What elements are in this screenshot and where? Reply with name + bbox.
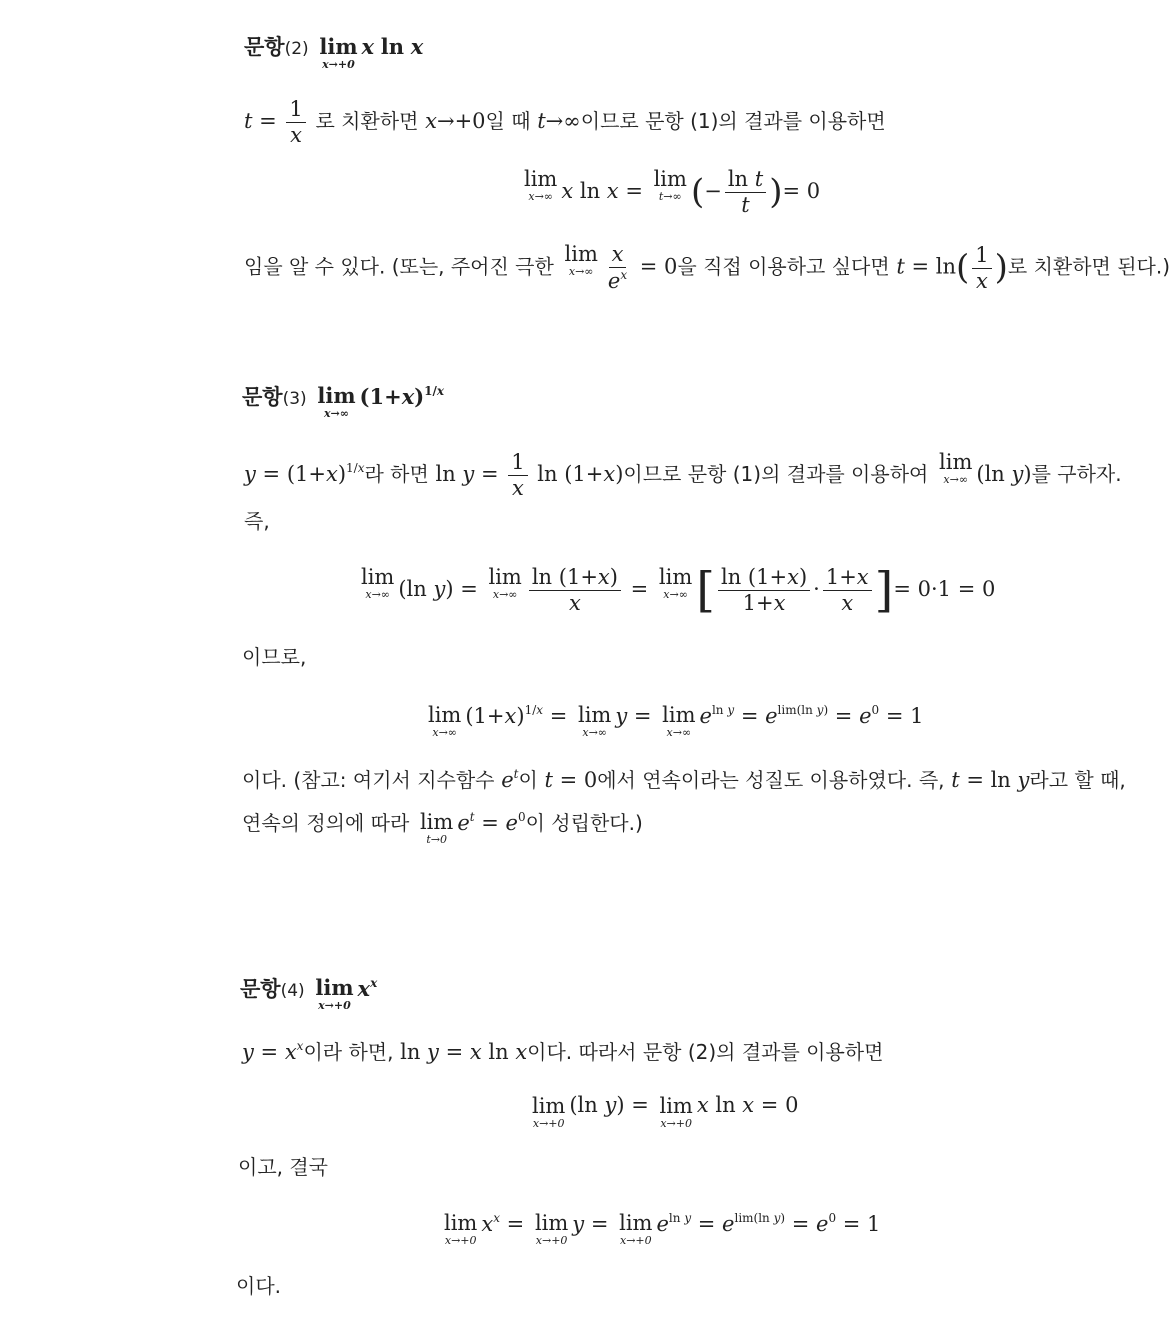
q4-label: 문항 xyxy=(240,977,281,1001)
q4-line1: $y = x^x$이라 하면, ln y = x ln x이다. 따라서 문항 (2)의 결과를 이용하면 xyxy=(242,1039,884,1064)
q4-number: (4) xyxy=(280,981,305,1001)
q2-eq1: lim x→∞ x ln x = lim t→∞ (− $\frac{\text{ln t}}{t}$ )= 0 xyxy=(524,167,821,218)
q2-label: 문항 xyxy=(244,35,285,59)
q3-line3: 이다. (참고: 여기서 지수함수 $e^t$이 t = 0에서 연속이라는 성질도 이용하였다. 즉, t = ln y라고 할 때, xyxy=(242,767,1126,792)
q2-line2: 임을 알 수 있다. (또는, 주어진 극한 lim x→∞ $\frac{x}{e^x}$ = 0을 직접 이용하고 싶다면 t = ln( $\frac{1}{x}$ )로 치환하면 된다.) xyxy=(244,242,1171,294)
q3-label: 문항 xyxy=(242,385,283,409)
q2-number: (2) xyxy=(284,39,309,59)
q2-line1: t = $\frac{1}{x}$ 로 치환하면 x→+0일 때 t→∞이므로 문항 (1)의 결과를 이용하면 xyxy=(244,97,886,148)
q4-heading: 문항(4) lim x→+0 $x^x$ xyxy=(240,975,378,1013)
q4-line2: 이고, 결국 xyxy=(238,1155,328,1179)
q4-line3: 이다. xyxy=(236,1274,281,1298)
q3-line4: 연속의 정의에 따라 lim t→0 $e^t = e^0$이 성립한다.) xyxy=(242,810,643,847)
q3-line1b: 즉, xyxy=(244,509,270,533)
q3-line2: 이므로, xyxy=(242,645,307,669)
q3-heading: 문항(3) lim x→∞ $(1+x)^{1/x}$ xyxy=(242,383,445,421)
q4-eq1: lim x→+0 (ln y) = lim x→+0 x ln x = 0 xyxy=(532,1093,799,1131)
q3-line1: $y = (1+x)^{1/x}$라 하면 ln y = $\frac{1}{x}$ ln (1+x)이므로 문항 (1)의 결과를 이용하여 lim x→∞ (ln y)를 구하자. xyxy=(244,450,1122,501)
q3-eq2: lim x→∞ $(1+x)^{1/x}$ = lim x→∞ y = lim x→∞ $e^{ln y} = e^{lim(ln y)} = e^0 = 1$ xyxy=(428,703,924,740)
q2-heading: 문항(2) lim x→+0 x ln x xyxy=(244,34,424,72)
q3-number: (3) xyxy=(282,389,307,409)
q4-eq2: lim x→+0 $x^x$ = lim x→+0 y = lim x→+0 $e^{ln y} = e^{lim(ln y)} = e^0 = 1$ xyxy=(444,1211,881,1248)
q3-eq1: lim x→∞ (ln y) = lim x→∞ $\frac{\ln (1+x)}{x}$ = lim x→∞ [ $\frac{\ln (1+x)}{1+x}$ · $\frac{1+x}{x}$ ]= 0·1 = 0 xyxy=(361,562,996,619)
